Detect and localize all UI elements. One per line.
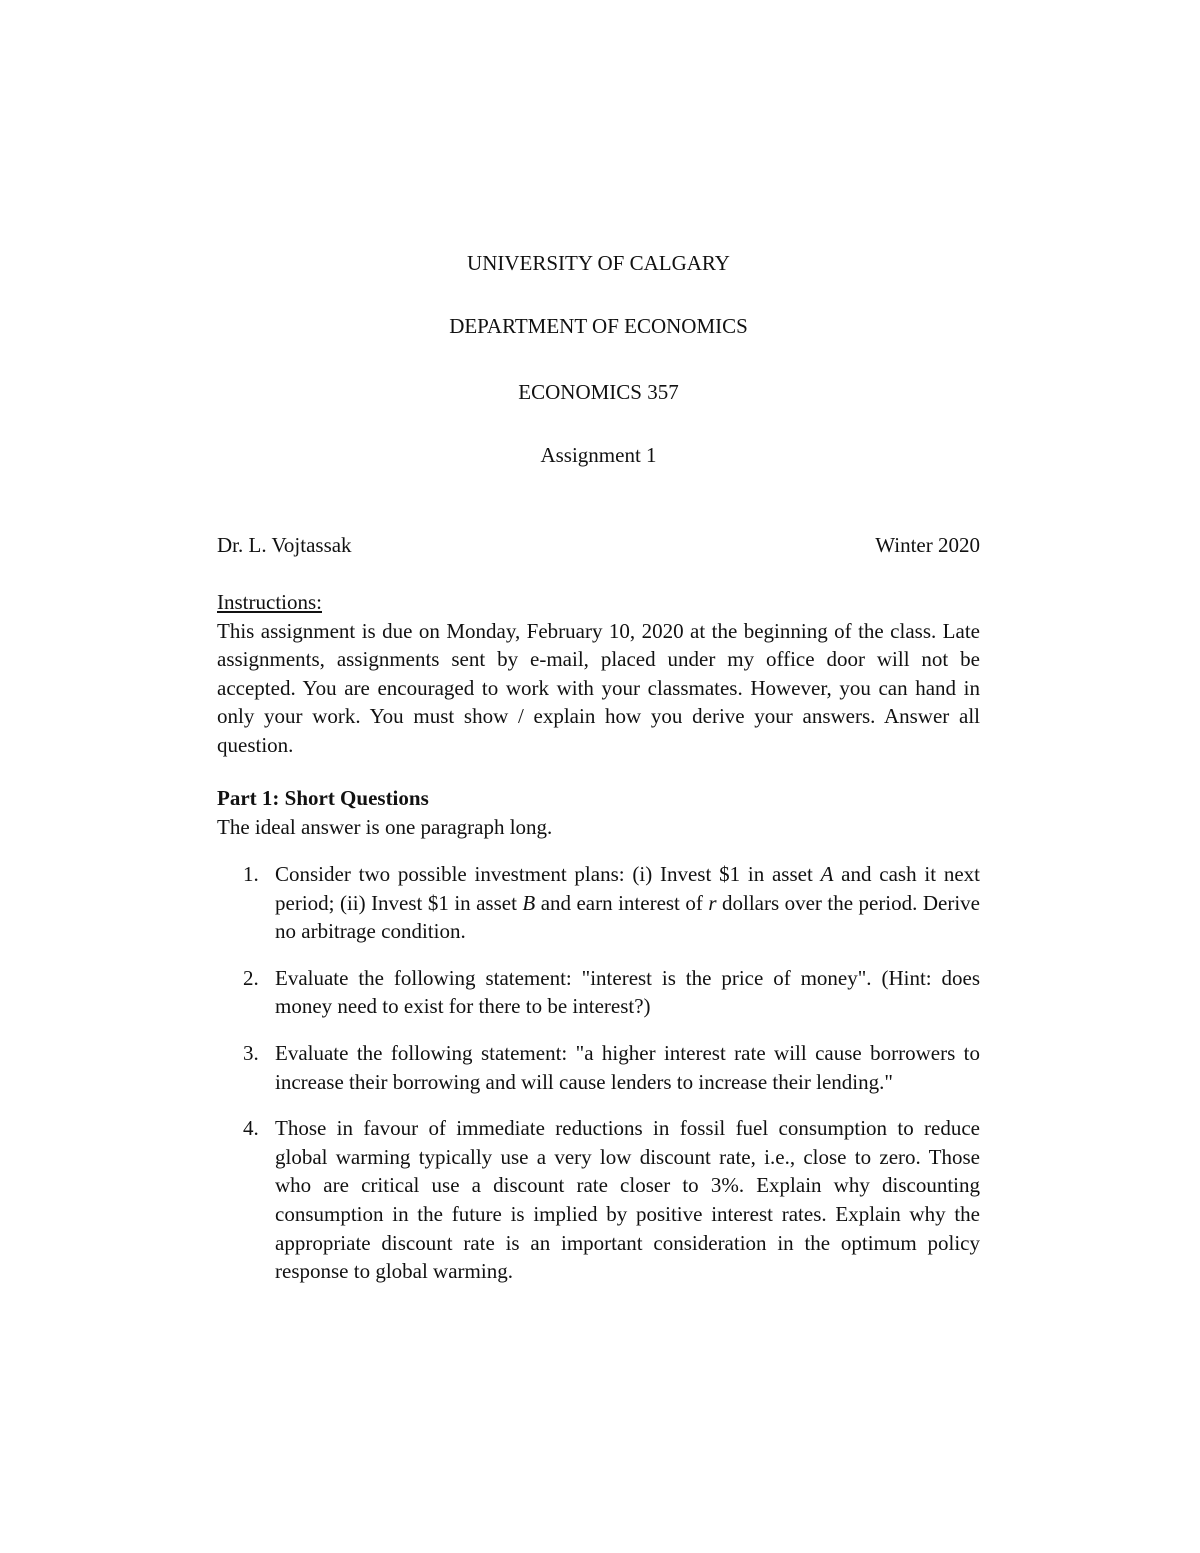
- question-item-1: [217, 860, 980, 946]
- question-number: 1.: [243, 862, 259, 886]
- question-number: 2.: [243, 965, 259, 990]
- question-item-2: [217, 964, 980, 1021]
- part-1-title: Part 1: Short Questions: [217, 786, 429, 810]
- question-list: [217, 860, 980, 1304]
- question-text: Those in favour of immediate reductions in fossil fuel consumption to reduce global warming typically use a very low discount rate, i.e., close to zero. Those who are critical use a discount rate closer to 3%. Explain why discounting consumption in the future is implied by positive interest rates. Explain why the appropriate discount rate is an important consideration in the optimum policy response to global warming.: [275, 1116, 980, 1284]
- term-label: Winter 2020: [875, 533, 980, 557]
- instructions-heading: Instructions:: [217, 590, 322, 614]
- question-item-3: [217, 1039, 980, 1096]
- department-name: DEPARTMENT OF ECONOMICS: [449, 314, 748, 338]
- course-title: ECONOMICS 357: [518, 380, 679, 404]
- question-number: 3.: [243, 1040, 259, 1065]
- instructions-body: This assignment is due on Monday, February 10, 2020 at the beginning of the class. Late assignments, assignments sent by e-mail, placed under my office door will not be accepted. You are encouraged to work with your classmates. However, you can hand in only your work. You must show / explain how you derive your answers. Answer all question.: [217, 618, 980, 757]
- university-name: UNIVERSITY OF CALGARY: [467, 251, 730, 275]
- question-item-4: [217, 1114, 980, 1286]
- document-page: [217, 0, 980, 1553]
- question-text: Evaluate the following statement: "interest is the price of money". (Hint: does money need to exist for there to be interest?): [275, 965, 980, 1019]
- assignment-title: Assignment 1: [540, 443, 657, 467]
- instructions-section: [217, 588, 980, 760]
- instructor-name: Dr. L. Vojtassak: [217, 533, 352, 557]
- part-1-subtitle: The ideal answer is one paragraph long.: [217, 815, 553, 839]
- question-number: 4.: [243, 1116, 259, 1141]
- question-text: Evaluate the following statement: "a higher interest rate will cause borrowers to increase their borrowing and will cause lenders to increase their lending.": [275, 1040, 980, 1094]
- question-text: Consider two possible investment plans: (i) Invest $1 in asset A and cash it next period; (ii) Invest $1 in asset B and earn interest of r dollars over the period. Derive no arbitrage condition.: [275, 862, 980, 944]
- byline: [217, 533, 980, 557]
